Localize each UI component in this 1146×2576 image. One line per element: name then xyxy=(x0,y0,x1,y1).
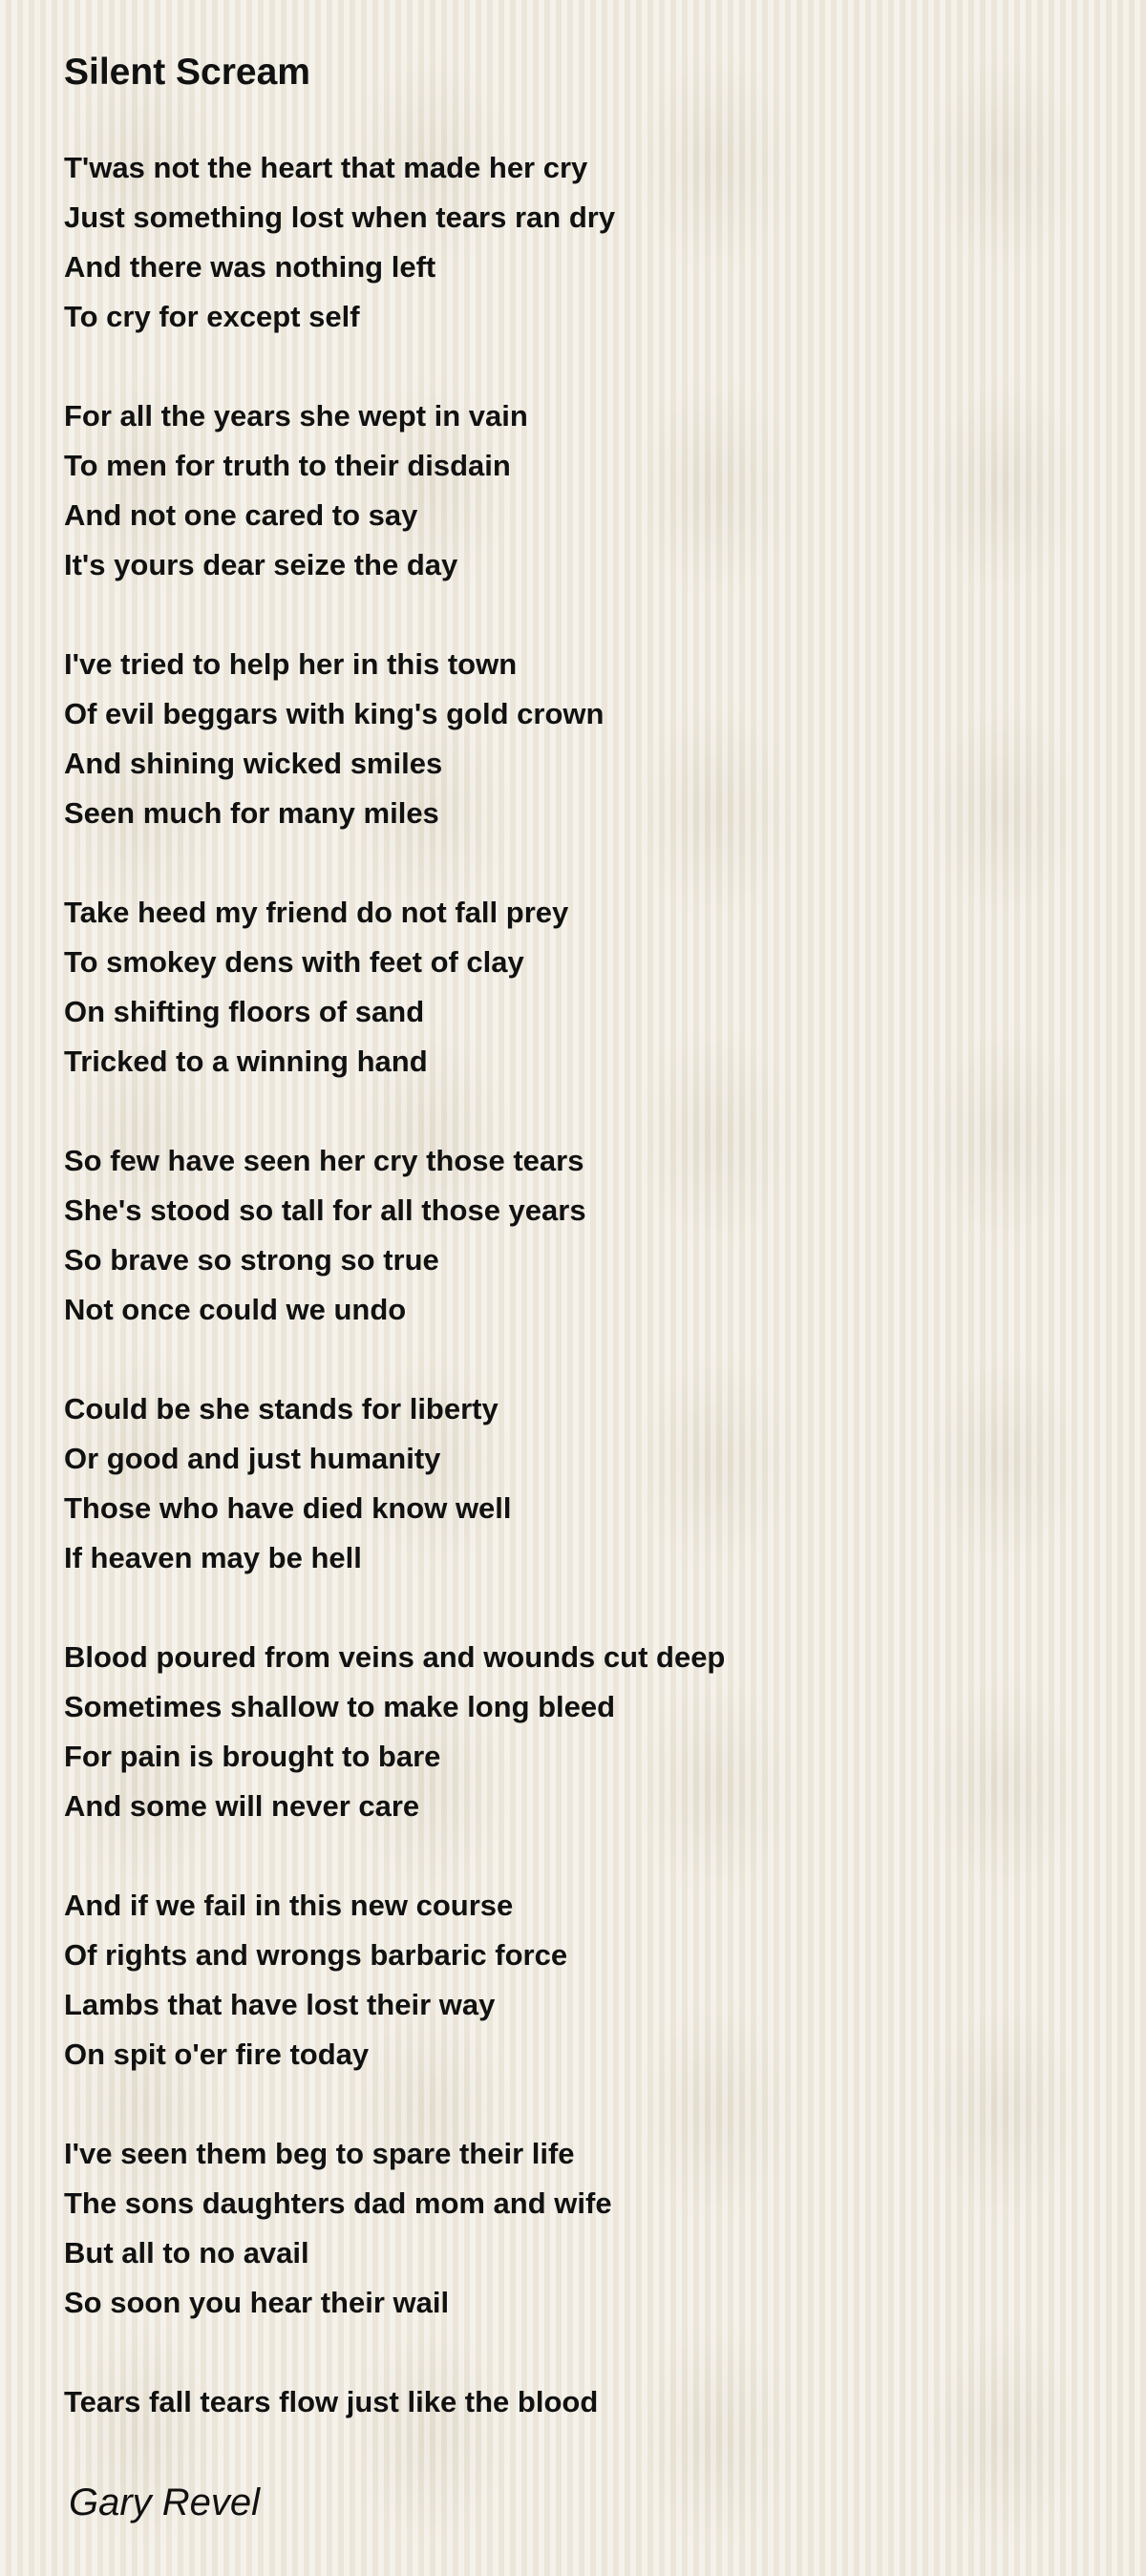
poem-line: I've tried to help her in this town xyxy=(64,647,518,681)
poem-title: Silent Scream xyxy=(64,52,310,93)
stanza-2 xyxy=(64,391,1114,590)
poem-line: For pain is brought to bare xyxy=(64,1740,441,1773)
poem-line: Tricked to a winning hand xyxy=(64,1045,428,1078)
poem-line: Those who have died know well xyxy=(64,1491,512,1525)
stanza-9 xyxy=(64,2129,1114,2328)
poem-line: Take heed my friend do not fall prey xyxy=(64,896,569,929)
poem-body xyxy=(64,143,1114,2427)
poem-line: To men for truth to their disdain xyxy=(64,449,511,482)
poem-line: It's yours dear seize the day xyxy=(64,548,458,581)
poem-line: So few have seen her cry those tears xyxy=(64,1144,584,1177)
poem-line: And not one cared to say xyxy=(64,498,418,532)
stanza-7 xyxy=(64,1633,1114,1831)
poem-line: Of rights and wrongs barbaric force xyxy=(64,1938,568,1972)
poem-line: On spit o'er fire today xyxy=(64,2038,370,2071)
stanza-5 xyxy=(64,1136,1114,1335)
stanza-4 xyxy=(64,888,1114,1087)
poem-line: Seen much for many miles xyxy=(64,796,439,830)
author-signature: Gary Revel xyxy=(69,2481,261,2523)
poem-line: Sometimes shallow to make long bleed xyxy=(64,1690,616,1723)
poem-line: T'was not the heart that made her cry xyxy=(64,151,588,184)
poem-line: Not once could we undo xyxy=(64,1293,407,1326)
poem-line: On shifting floors of sand xyxy=(64,995,425,1028)
stanza-1 xyxy=(64,143,1114,342)
poem-line: And some will never care xyxy=(64,1789,420,1823)
poem-line: Or good and just humanity xyxy=(64,1442,441,1475)
poem-line: Tears fall tears flow just like the blood xyxy=(64,2385,599,2418)
poem-line: To cry for except self xyxy=(64,300,360,333)
poem-line: Could be she stands for liberty xyxy=(64,1392,499,1425)
stanza-8 xyxy=(64,1881,1114,2080)
poem-line: And if we fail in this new course xyxy=(64,1889,514,1922)
poem-line: Of evil beggars with king's gold crown xyxy=(64,697,605,730)
poem-line: So brave so strong so true xyxy=(64,1243,439,1277)
poem-line: She's stood so tall for all those years xyxy=(64,1193,586,1227)
poem-line: Blood poured from veins and wounds cut deep xyxy=(64,1640,726,1674)
poem-line: And there was nothing left xyxy=(64,250,436,284)
poem-page xyxy=(64,0,1114,2477)
poem-line: I've seen them beg to spare their life xyxy=(64,2137,575,2170)
poem-line: The sons daughters dad mom and wife xyxy=(64,2186,612,2220)
poem-line: For all the years she wept in vain xyxy=(64,399,528,433)
stanza-3 xyxy=(64,640,1114,838)
poem-line: And shining wicked smiles xyxy=(64,747,443,780)
stanza-6 xyxy=(64,1384,1114,1583)
stanza-10 xyxy=(64,2377,1114,2427)
poem-line: But all to no avail xyxy=(64,2236,309,2270)
poem-line: Lambs that have lost their way xyxy=(64,1988,496,2021)
poem-line: If heaven may be hell xyxy=(64,1541,362,1574)
poem-line: So soon you hear their wail xyxy=(64,2286,450,2319)
poem-line: To smokey dens with feet of clay xyxy=(64,945,524,979)
poem-line: Just something lost when tears ran dry xyxy=(64,201,616,234)
